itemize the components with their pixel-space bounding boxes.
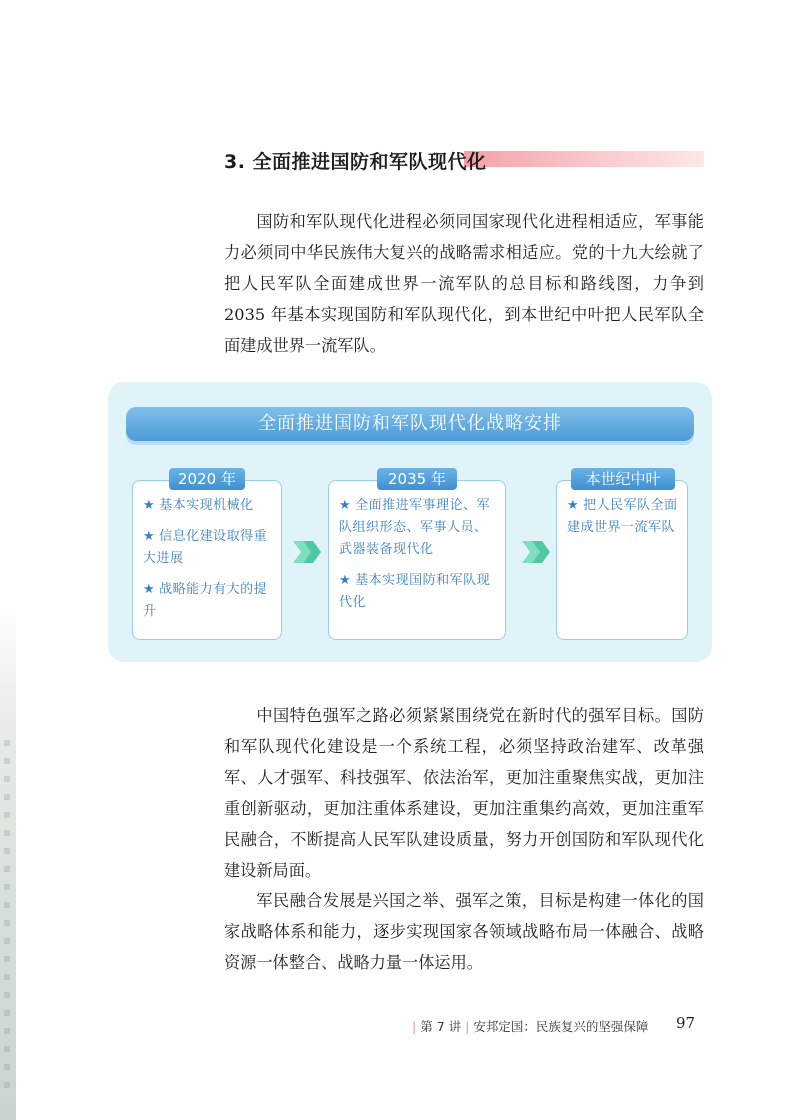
- paragraph-1: 国防和军队现代化进程必须同国家现代化进程相适应，军事能力必须同中华民族伟大复兴的战略需求相适应。党的十九大绘就了把人民军队全面建成世界一流军队的总目标和路线图，力争到 2035 年基本实现国防和军队现代化，到本世纪中叶把人民军队全面建成世界一流军队。: [224, 212, 704, 355]
- star-icon: ★: [567, 498, 580, 513]
- double-chevron-right-icon: [291, 539, 323, 565]
- star-icon: ★: [339, 498, 352, 513]
- stage-mid-century-label: 本世纪中叶: [571, 468, 675, 490]
- stage-2035-box: [328, 470, 506, 640]
- stage-mid-century-items: [567, 495, 679, 548]
- stage-2020-items: [143, 495, 273, 632]
- stage-item: ★ 全面推进军事理论、军队组织形态、军事人员、武器装备现代化: [339, 498, 491, 557]
- stage-item: ★ 基本实现机械化: [143, 498, 254, 513]
- stage-item: ★ 战略能力有大的提升: [143, 582, 268, 619]
- footer-chapter: 第 7 讲: [420, 1019, 462, 1034]
- star-icon: ★: [143, 529, 156, 544]
- stage-2020-label: 2020 年: [169, 468, 245, 490]
- stage-2035-label: 2035 年: [377, 468, 457, 490]
- paragraph-3: 军民融合发展是兴国之举、强军之策，目标是构建一体化的国家战略体系和能力，逐步实现国家各领域战略布局一体融合、战略资源一体整合、战略力量一体运用。: [224, 891, 704, 972]
- stage-item: ★ 基本实现国防和军队现代化: [339, 573, 491, 610]
- star-icon: ★: [143, 582, 156, 597]
- stage-mid-century-box: [556, 470, 688, 640]
- section-heading: [224, 147, 704, 171]
- footer-title: 安邦定国：民族复兴的坚强保障: [473, 1019, 649, 1034]
- star-icon: ★: [339, 573, 352, 588]
- paragraph-2: 中国特色强军之路必须紧紧围绕党在新时代的强军目标。国防和军队现代化建设是一个系统工程，必须坚持政治建军、改革强军、人才强军、科技强军、依法治军，更加注重聚焦实战，更加注重创新驱动，更加注重体系建设，更加注重集约高效，更加注重军民融合，不断提高人民军队建设质量，努力开创国防和军队现代化建设新局面。: [224, 706, 704, 880]
- strategy-panel: [108, 382, 712, 662]
- section-heading-highlight-bar: [464, 151, 704, 167]
- stage-item: ★ 把人民军队全面建成世界一流军队: [567, 498, 678, 535]
- section-title: 3. 全面推进国防和军队现代化: [224, 151, 487, 173]
- star-icon: ★: [143, 498, 156, 513]
- running-footer: | 第 7 讲 | 安邦定国：民族复兴的坚强保障: [412, 1019, 649, 1034]
- stage-2035-items: [339, 495, 497, 623]
- stage-2020-box: [132, 470, 282, 640]
- left-edge-decoration: [0, 600, 16, 1120]
- panel-title: 全面推进国防和军队现代化战略安排: [126, 407, 694, 441]
- double-chevron-right-icon: [520, 539, 552, 565]
- stage-item: ★ 信息化建设取得重大进展: [143, 529, 268, 566]
- page-number: 97: [676, 1014, 696, 1032]
